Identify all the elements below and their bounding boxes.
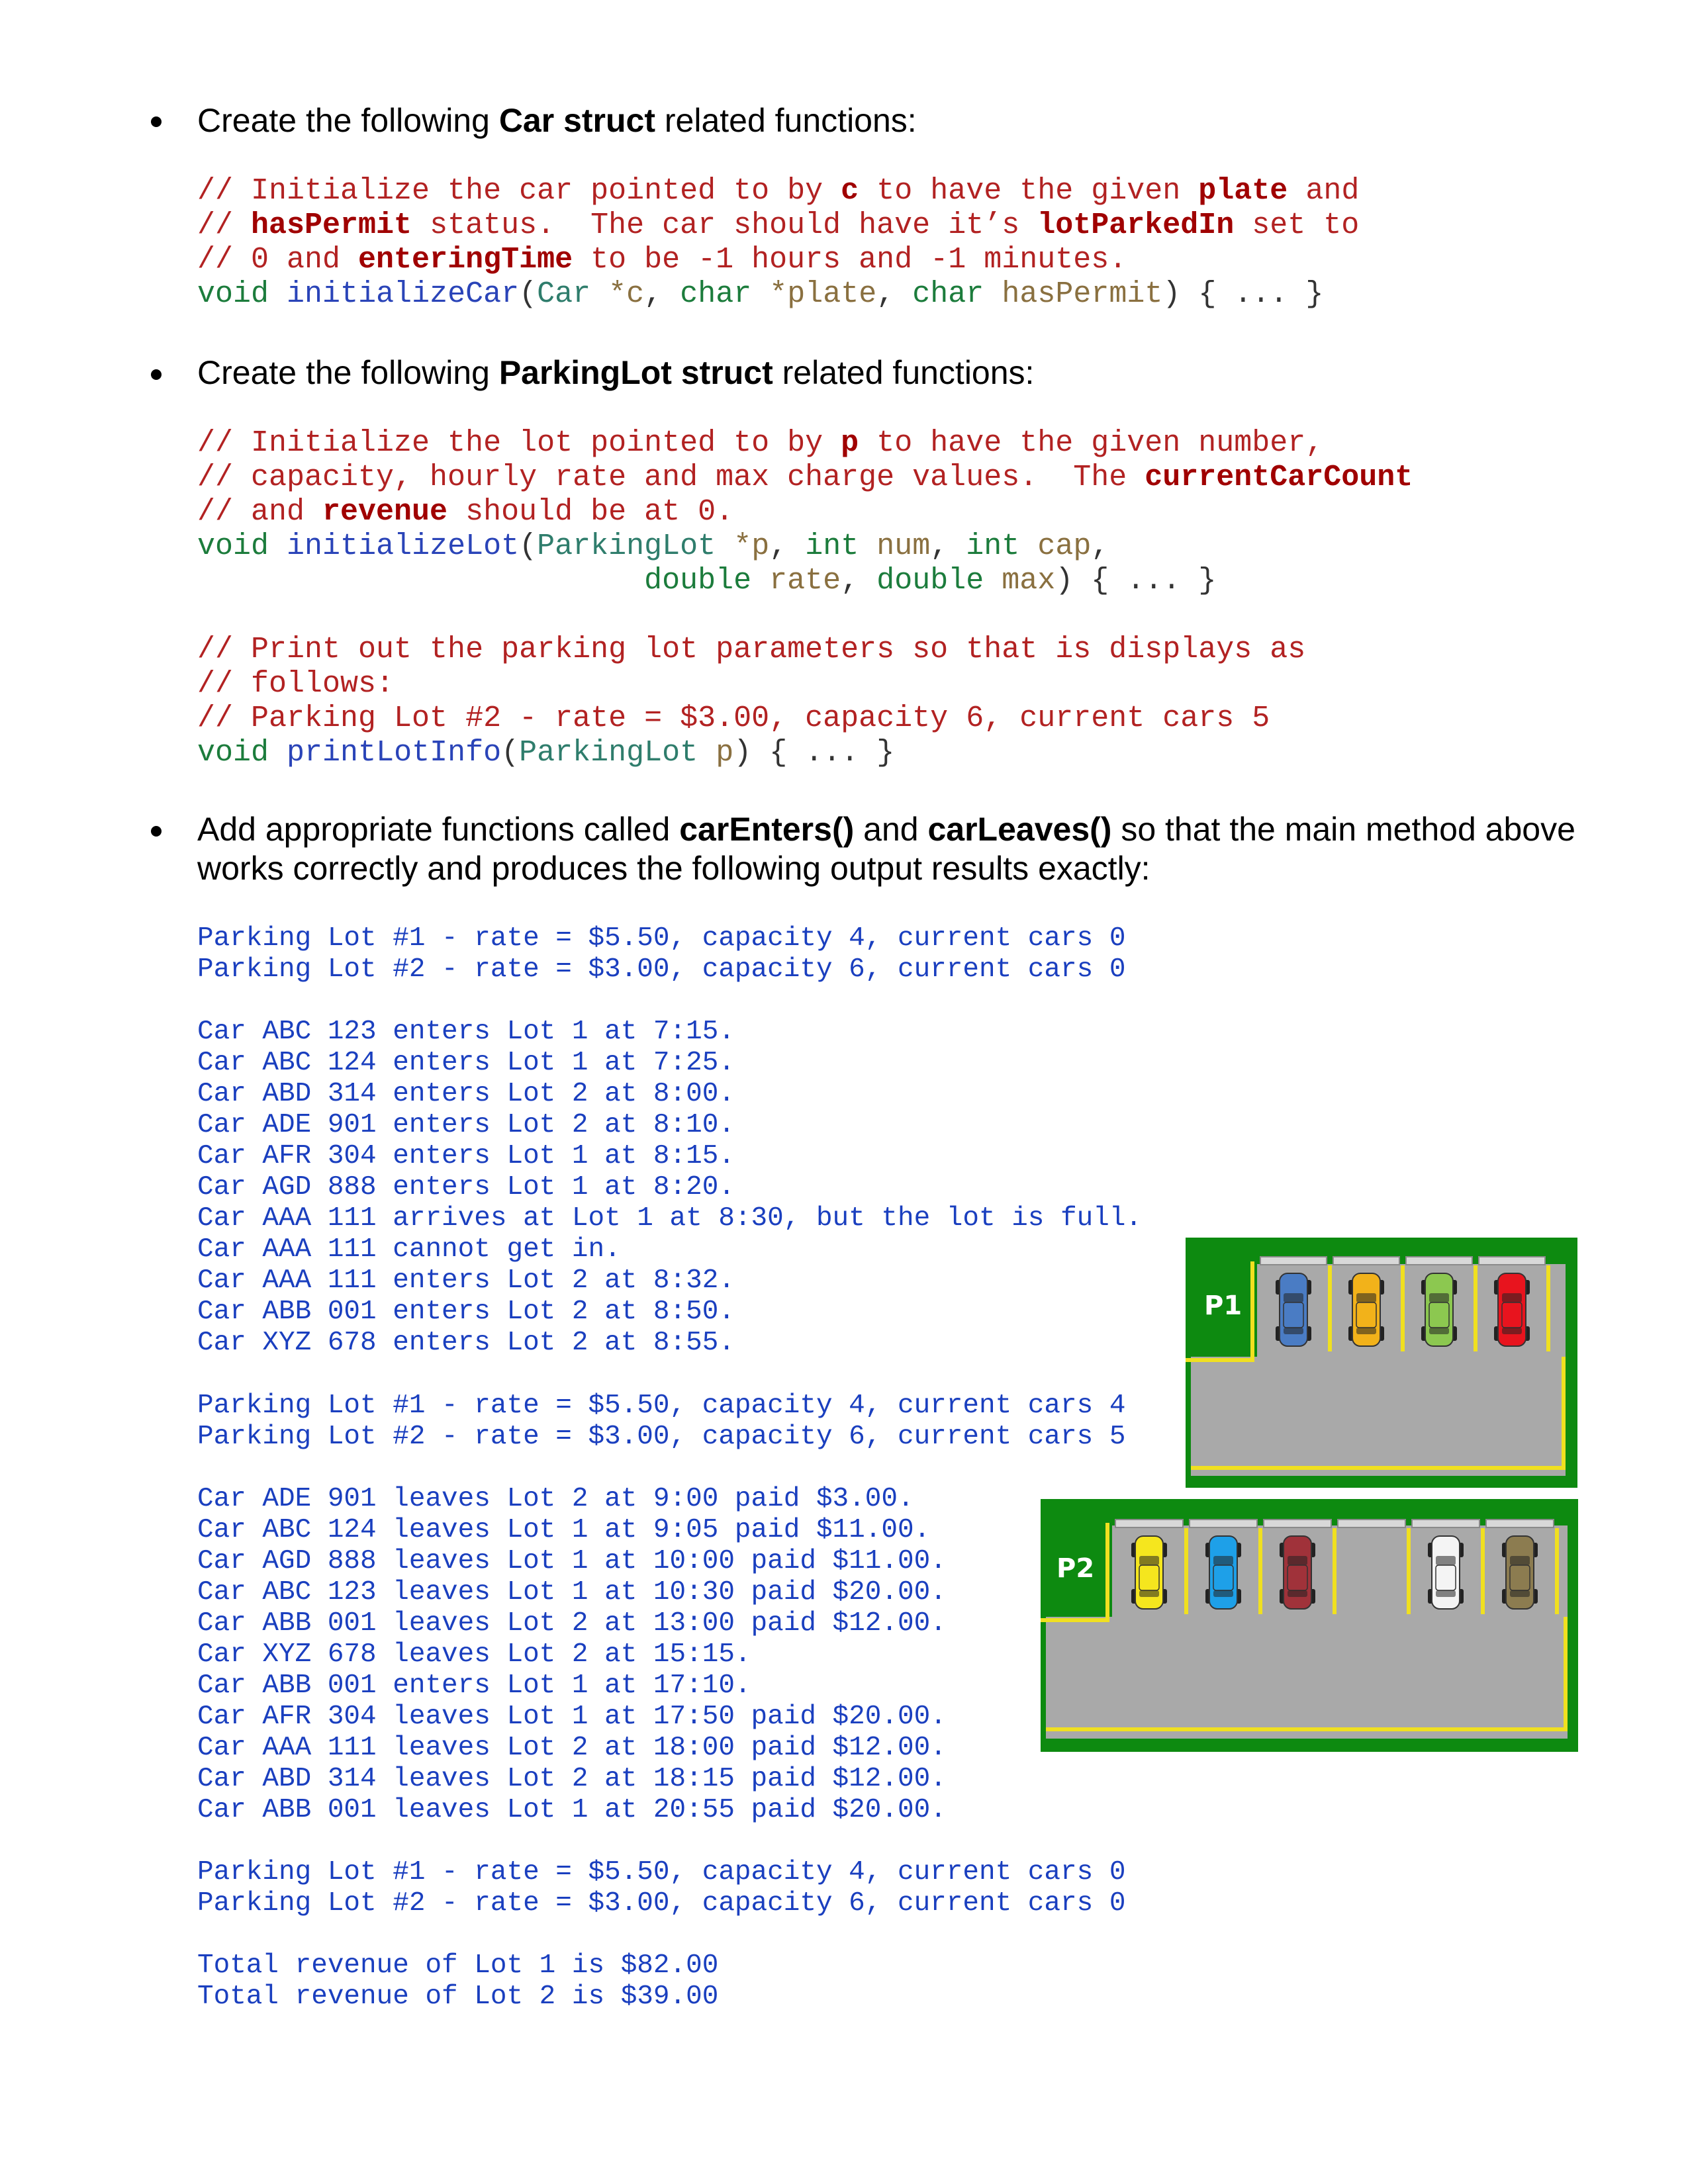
parked-car-icon	[1421, 1271, 1458, 1349]
parked-car-icon	[1275, 1271, 1312, 1349]
lot-code-block: // Initialize the lot pointed to by p to have the given number, // capacity, hourly rate and max charge values. The currentCarCount // and revenue should be at 0. void initializeLot(ParkingLot *p, int num, int cap, double rate, double max) { ... }	[197, 426, 1413, 598]
parked-car-icon	[1493, 1271, 1530, 1349]
lot-asphalt	[1191, 1357, 1566, 1476]
lot-stripe	[1105, 1523, 1109, 1622]
bullet-1	[151, 116, 162, 127]
slot-divider	[1328, 1265, 1332, 1351]
intro-text: Add appropriate functions called	[197, 811, 680, 848]
lot-stripe	[1041, 1618, 1109, 1622]
slot-divider	[1546, 1265, 1550, 1351]
slot-divider	[1184, 1528, 1188, 1614]
intro-text: Create the following	[197, 354, 499, 391]
intro-text: Create the following	[197, 102, 499, 139]
lot-stripe	[1046, 1727, 1568, 1731]
output-block-1: Parking Lot #1 - rate = $5.50, capacity 4, current cars 0 Parking Lot #2 - rate = $3.00, capacity 6, current cars 0	[197, 923, 1126, 985]
parking-curb	[1115, 1519, 1184, 1528]
bullet-3	[151, 826, 162, 837]
intro-bold: carEnters()	[679, 811, 855, 848]
intro-bold: carLeaves()	[927, 811, 1112, 848]
intro-text: so that the main method above	[1111, 811, 1575, 848]
parking-curb	[1189, 1519, 1258, 1528]
slot-divider	[1407, 1528, 1411, 1614]
slot-divider	[1333, 1528, 1336, 1614]
car-code-block: // Initialize the car pointed to by c to have the given plate and // hasPermit status. The car should have it’s lotParkedIn set to // 0 and enteringTime to be -1 hours and -1 minutes. void initializeCar(Car *c, char *plate, char hasPermit) { ... }	[197, 174, 1360, 311]
parking-curb	[1478, 1256, 1546, 1265]
output-block-2: Car ABC 123 enters Lot 1 at 7:15. Car ABC 124 enters Lot 1 at 7:25. Car ABD 314 enters Lot 2 at 8:00. Car ADE 901 enters Lot 2 at 8:10. Car AFR 304 enters Lot 1 at 8:15. Car AGD 888 enters Lot 1 at 8:20. Car AAA 111 arrives at Lot 1 at 8:30, but the lot is full. Car AAA 111 cannot get in. Car AAA 111 enters Lot 2 at 8:32. Car ABB 001 enters Lot 2 at 8:50. Car XYZ 678 enters Lot 2 at 8:55.	[197, 1017, 1143, 1358]
parking-curb	[1260, 1256, 1327, 1265]
lot-stripe	[1250, 1261, 1254, 1361]
lot-stripe	[1191, 1466, 1566, 1470]
parked-car-icon	[1348, 1271, 1385, 1349]
parked-car-icon	[1501, 1533, 1538, 1612]
lot-stripe	[1186, 1358, 1254, 1362]
functions-intro	[197, 809, 1575, 849]
parking-lot-p2-illustration	[1041, 1499, 1578, 1752]
slot-divider	[1401, 1265, 1405, 1351]
intro-bold: Car struct	[498, 102, 655, 139]
intro-text: related functions:	[773, 354, 1035, 391]
parking-curb	[1333, 1256, 1400, 1265]
slot-divider	[1474, 1265, 1477, 1351]
slot-divider	[1555, 1528, 1559, 1614]
lot-intro	[197, 353, 1034, 392]
functions-intro-line2: works correctly and produces the following output results exactly:	[197, 850, 1150, 887]
parked-car-icon	[1131, 1533, 1168, 1612]
lot-stripe	[1564, 1617, 1568, 1731]
print-code-block: // Print out the parking lot parameters so that is displays as // follows: // Parking Lot #2 - rate = $3.00, capacity 6, current cars 5 void printLotInfo(ParkingLot p) { ... }	[197, 633, 1306, 770]
lot-asphalt	[1112, 1525, 1568, 1623]
intro-bold: ParkingLot struct	[498, 354, 773, 391]
intro-text: and	[854, 811, 928, 848]
output-block-4: Car ADE 901 leaves Lot 2 at 9:00 paid $3.00. Car ABC 124 leaves Lot 1 at 9:05 paid $11.00. Car AGD 888 leaves Lot 1 at 10:00 paid $11.00. Car ABC 123 leaves Lot 1 at 10:30 paid $20.00. Car ABB 001 leaves Lot 2 at 13:00 paid $12.00. Car XYZ 678 leaves Lot 2 at 15:15. Car ABB 001 enters Lot 1 at 17:10. Car AFR 304 leaves Lot 1 at 17:50 paid $20.00. Car AAA 111 leaves Lot 2 at 18:00 paid $12.00. Car ABD 314 leaves Lot 2 at 18:15 paid $12.00. Car ABB 001 leaves Lot 1 at 20:55 paid $20.00.	[197, 1484, 947, 1825]
lot-label-p1: P1	[1204, 1291, 1243, 1321]
parking-curb	[1263, 1519, 1332, 1528]
output-block-3: Parking Lot #1 - rate = $5.50, capacity 4, current cars 4 Parking Lot #2 - rate = $3.00, capacity 6, current cars 5	[197, 1390, 1126, 1452]
slot-divider	[1258, 1528, 1262, 1614]
parked-car-icon	[1205, 1533, 1242, 1612]
parked-car-icon	[1279, 1533, 1316, 1612]
intro-text: related functions:	[655, 102, 917, 139]
parked-car-icon	[1427, 1533, 1464, 1612]
lot-stripe	[1562, 1357, 1566, 1469]
bullet-2	[151, 369, 162, 380]
lot-label-p2: P2	[1056, 1553, 1095, 1584]
parking-curb	[1485, 1519, 1554, 1528]
lot-asphalt	[1046, 1617, 1568, 1739]
slot-divider	[1481, 1528, 1485, 1614]
car-intro	[197, 101, 917, 140]
parking-curb	[1405, 1256, 1473, 1265]
output-block-6: Total revenue of Lot 1 is $82.00 Total revenue of Lot 2 is $39.00	[197, 1950, 719, 2012]
parking-curb	[1411, 1519, 1480, 1528]
output-block-5: Parking Lot #1 - rate = $5.50, capacity 4, current cars 0 Parking Lot #2 - rate = $3.00, capacity 6, current cars 0	[197, 1857, 1126, 1919]
parking-curb	[1337, 1519, 1406, 1528]
parking-lot-p1-illustration	[1186, 1238, 1577, 1488]
